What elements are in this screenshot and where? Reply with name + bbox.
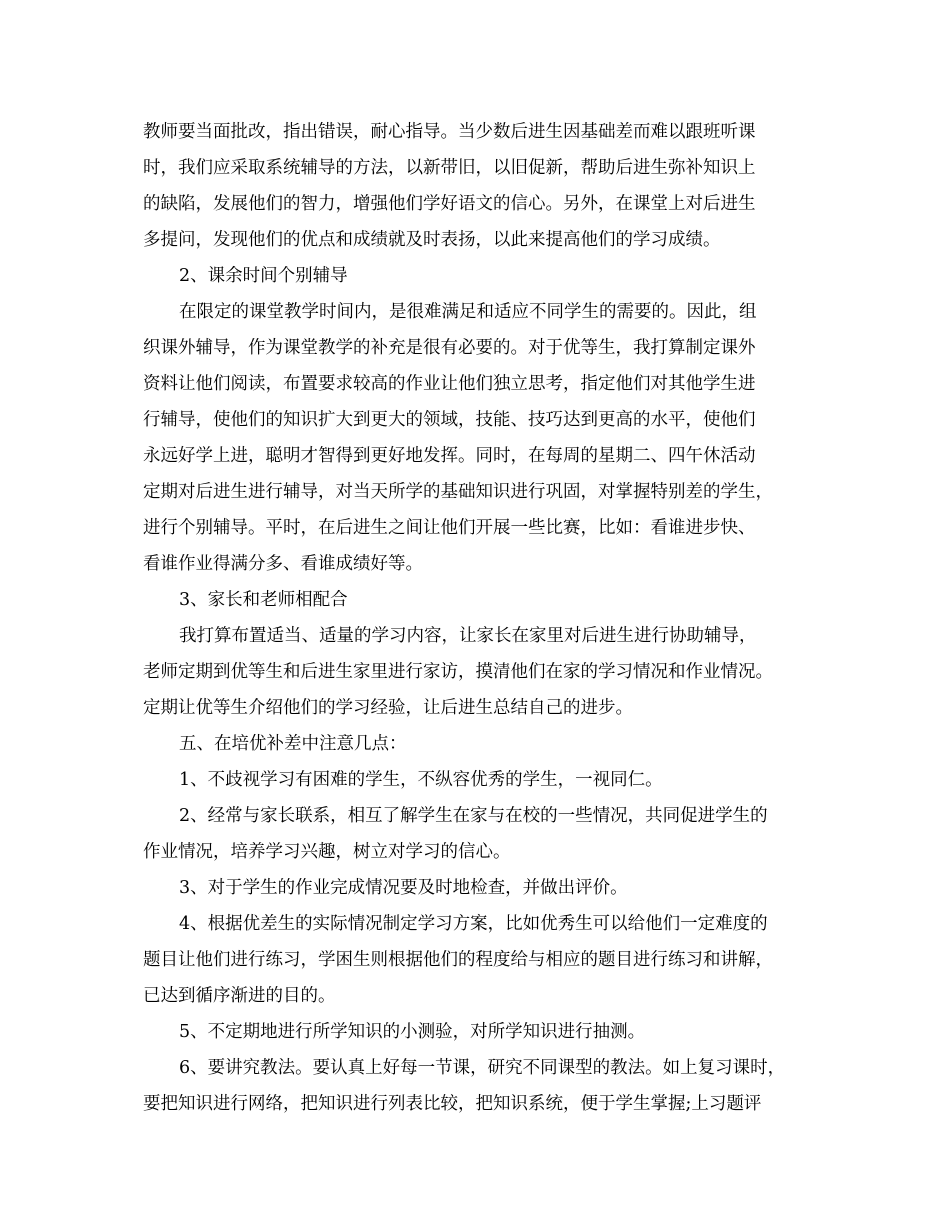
text-line: 定期让优等生介绍他们的学习经验，让后进生总结自己的进步。 (143, 698, 633, 718)
text-line: 资料让他们阅读，布置要求较高的作业让他们独立思考，指定他们对其他学生进 (143, 374, 756, 394)
text-line: 在限定的课堂教学时间内，是很难满足和适应不同学生的需要的。因此，组 (179, 302, 757, 322)
text-line: 已达到循序渐进的目的。 (143, 986, 336, 1006)
list-item: 5、不定期地进行所学知识的小测验，对所学知识进行抽测。 (179, 1022, 646, 1042)
text-line: 行辅导，使他们的知识扩大到更大的领域，技能、技巧达到更高的水平，使他们 (143, 410, 756, 430)
list-item: 2、经常与家长联系，相互了解学生在家与在校的一些情况，共同促进学生的 (179, 806, 768, 826)
text-line: 我打算布置适当、适量的学习内容，让家长在家里对后进生进行协助辅导， (179, 626, 757, 646)
list-item: 1、不歧视学习有困难的学生，不纵容优秀的学生，一视同仁。 (179, 770, 663, 790)
text-line: 进行个别辅导。平时，在后进生之间让他们开展一些比赛，比如：看谁进步快、 (143, 518, 756, 538)
section-heading: 五、在培优补差中注意几点： (179, 734, 407, 754)
text-line: 定期对后进生进行辅导，对当天所学的基础知识进行巩固，对掌握特别差的学生， (143, 482, 773, 502)
section-heading: 2、课余时间个别辅导 (179, 266, 348, 286)
section-heading: 3、家长和老师相配合 (179, 590, 348, 610)
text-line: 看谁作业得满分多、看谁成绩好等。 (143, 554, 423, 574)
text-line: 时，我们应采取系统辅导的方法，以新带旧，以旧促新，帮助后进生弥补知识上 (143, 158, 756, 178)
text-line: 织课外辅导，作为课堂教学的补充是很有必要的。对于优等生，我打算制定课外 (143, 338, 756, 358)
list-item: 3、对于学生的作业完成情况要及时地检查，并做出评价。 (179, 878, 628, 898)
text-line: 多提问，发现他们的优点和成绩就及时表扬，以此来提高他们的学习成绩。 (143, 230, 721, 250)
text-line: 的缺陷，发展他们的智力，增强他们学好语文的信心。另外，在课堂上对后进生 (143, 194, 756, 214)
text-line: 题目让他们进行练习，学困生则根据他们的程度给与相应的题目进行练习和讲解， (143, 950, 773, 970)
text-line: 永远好学上进，聪明才智得到更好地发挥。同时，在每周的星期二、四午休活动 (143, 446, 756, 466)
text-line: 要把知识进行网络，把知识进行列表比较，把知识系统，便于学生掌握;上习题评 (143, 1094, 762, 1114)
text-line: 老师定期到优等生和后进生家里进行家访，摸清他们在家的学习情况和作业情况。 (143, 662, 773, 682)
list-item: 6、要讲究教法。要认真上好每一节课，研究不同课型的教法。如上复习课时， (179, 1058, 786, 1078)
list-item: 4、根据优差生的实际情况制定学习方案，比如优秀生可以给他们一定难度的 (179, 914, 768, 934)
text-line: 教师要当面批改，指出错误，耐心指导。当少数后进生因基础差而难以跟班听课 (143, 122, 756, 142)
text-line: 作业情况，培养学习兴趣，树立对学习的信心。 (143, 842, 511, 862)
